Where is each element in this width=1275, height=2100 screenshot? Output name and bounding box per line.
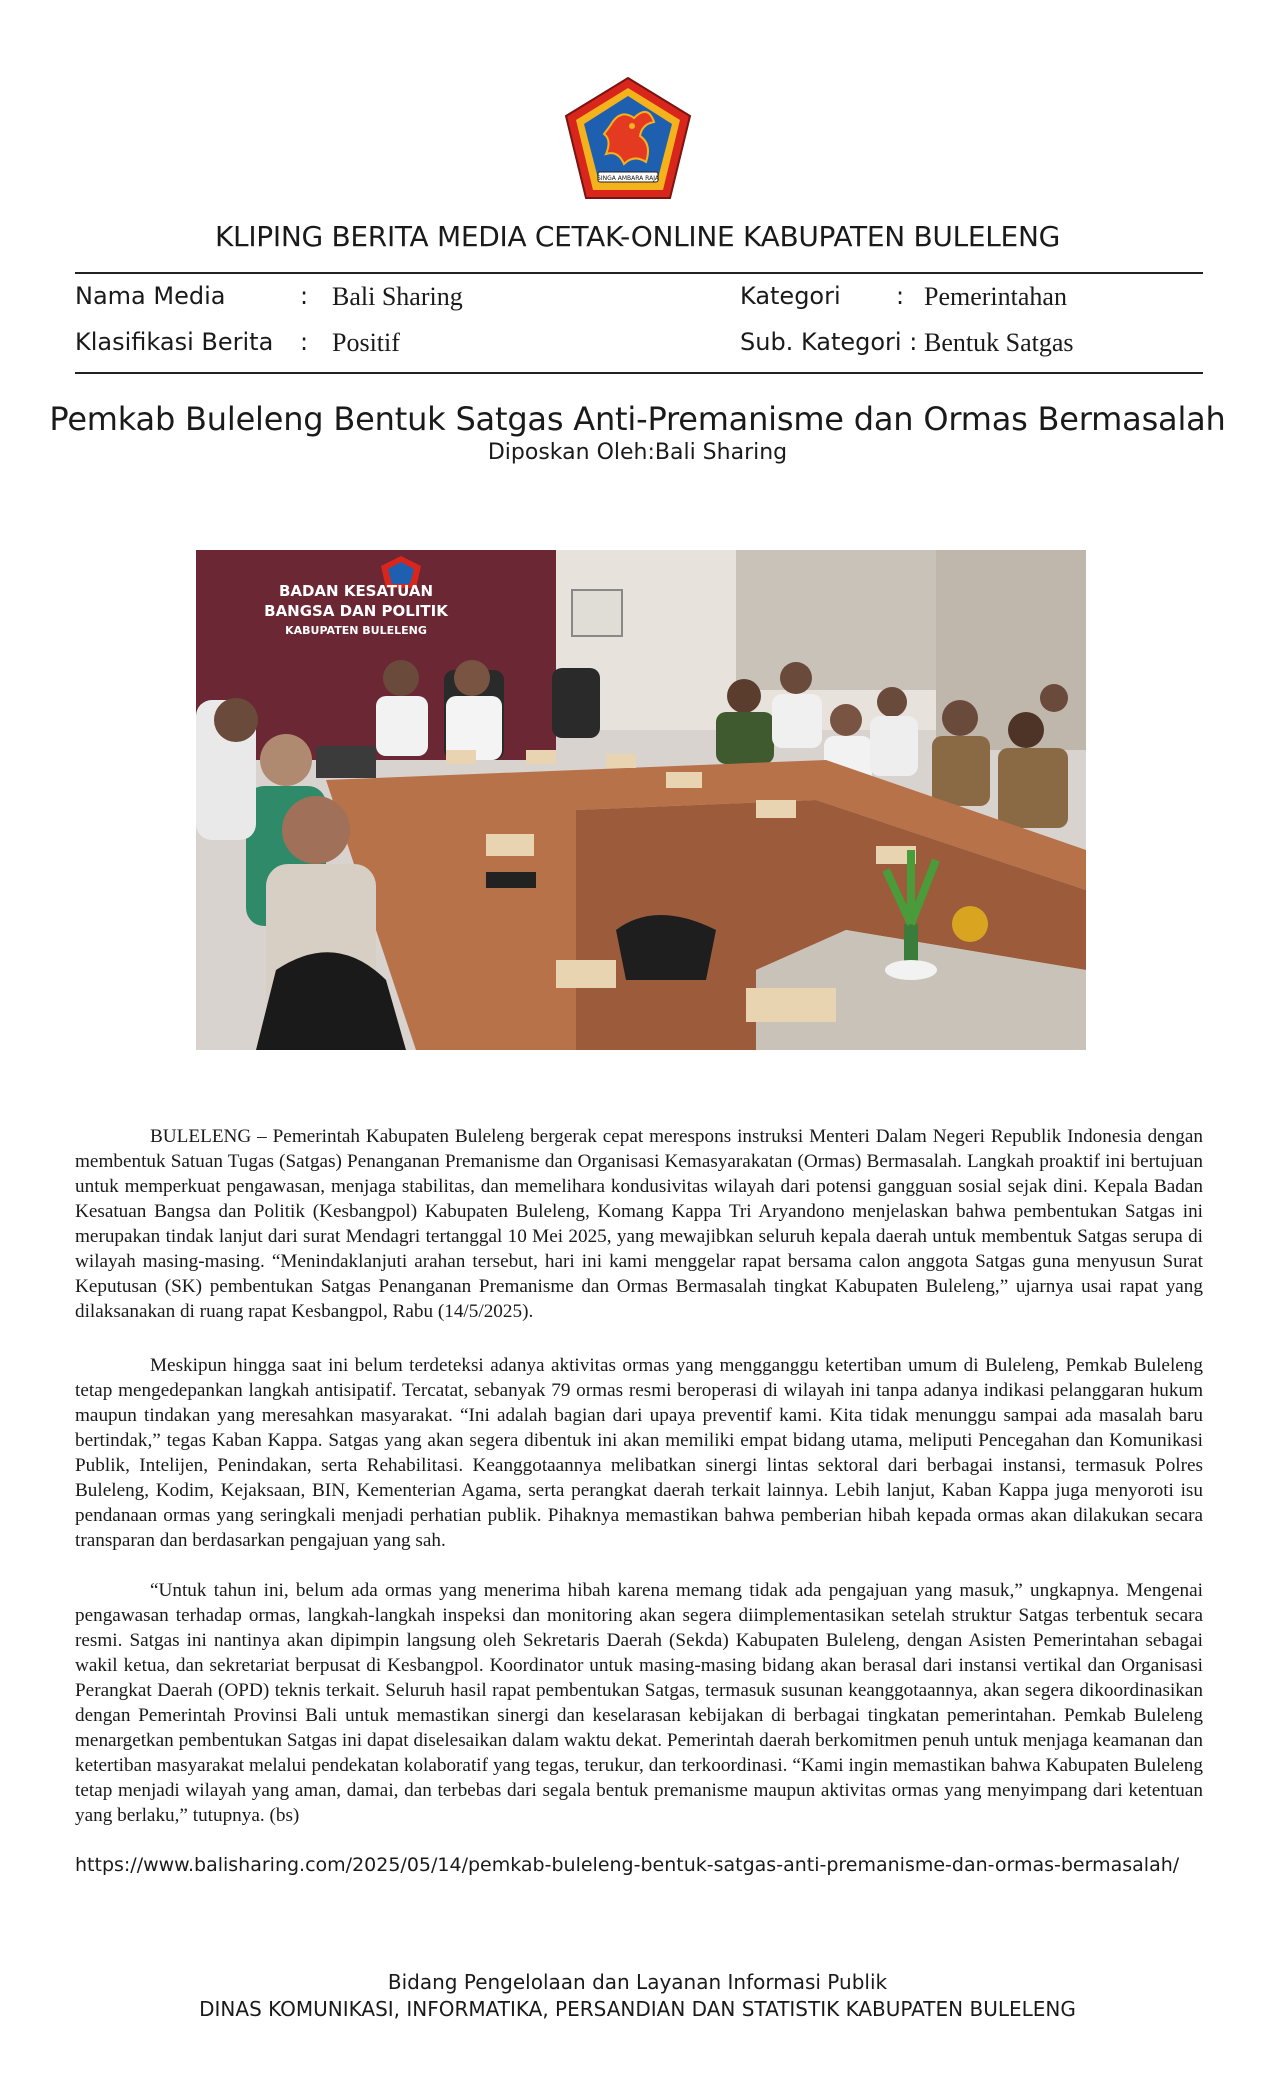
logo-kabupaten-buleleng bbox=[562, 74, 694, 202]
nama-media-colon: : bbox=[300, 282, 309, 310]
article-byline: Diposkan Oleh:Bali Sharing bbox=[487, 440, 788, 465]
article-paragraph: “Untuk tahun ini, belum ada ormas yang menerima hibah karena memang tidak ada pengajuan yang masuk,” ungkapnya. Mengenai pengawasan terhadap ormas, langkah-langkah inspeksi dan monitoring akan segera diimplementasikan setelah struktur Satgas terbentuk secara resmi. Satgas ini nantinya akan dipimpin langsung oleh Sekretaris Daerah (Sekda) Kabupaten Buleleng, dengan Asisten Pemerintahan sebagai wakil ketua, dan sekretariat berpusat di Kesbangpol. Koordinator untuk masing-masing bidang akan berasal dari instansi vertikal dan Organisasi Perangkat Daerah (OPD) teknis terkait. Seluruh hasil rapat pembentukan Satgas, termasuk susunan keanggotaannya, akan segera dikoordinasikan dengan Pemerintah Provinsi Bali untuk memastikan sinergi dan keselarasan kebijakan di berbagai tingkatan pemerintahan. Pemkab Buleleng menargetkan pembentukan Satgas ini dapat diselesaikan dalam waktu dekat. Pemerintah daerah berkomitmen penuh untuk menjaga keamanan dan ketertiban masyarakat melalui pendekatan kolaboratif yang tegas, terukur, dan terkoordinasi. “Kami ingin memastikan bahwa Kabupaten Buleleng tetap menjadi wilayah yang aman, damai, dan terbebas dari segala bentuk premanisme maupun aktivitas ormas yang menyimpang dari ketentuan yang berlaku,” tutupnya. (bs) bbox=[75, 1580, 1203, 1826]
source-url-link[interactable]: https://www.balisharing.com/2025/05/14/pemkab-buleleng-bentuk-satgas-anti-premanisme-dan-ormas-bermasalah/ bbox=[75, 1854, 1180, 1876]
photo-sign-line-3: KABUPATEN BULELENG bbox=[285, 624, 427, 637]
logo-motto: SINGA AMBARA RAJA bbox=[597, 175, 659, 182]
klasifikasi-colon: : bbox=[300, 328, 309, 356]
nama-media-label: Nama Media bbox=[75, 282, 226, 310]
article-photo bbox=[196, 550, 1086, 1050]
article-headline: Pemkab Buleleng Bentuk Satgas Anti-Premanisme dan Ormas Bermasalah bbox=[49, 400, 1226, 438]
footer-division: Bidang Pengelolaan dan Layanan Informasi Publik bbox=[387, 1970, 888, 1994]
klasifikasi-value: Positif bbox=[332, 328, 400, 357]
klasifikasi-label: Klasifikasi Berita bbox=[75, 328, 274, 356]
kategori-colon: : bbox=[896, 282, 905, 310]
sub-kategori-value: Bentuk Satgas bbox=[924, 328, 1074, 357]
sub-kategori-label: Sub. Kategori : bbox=[740, 328, 918, 356]
article-paragraph: Meskipun hingga saat ini belum terdeteksi adanya aktivitas ormas yang mengganggu ketertiban umum di Buleleng, Pemkab Buleleng tetap mengedepankan langkah antisipatif. Tercatat, sebanyak 79 ormas resmi beroperasi di wilayah ini tanpa adanya indikasi pelanggaran hukum maupun tindakan yang meresahkan masyarakat. “Ini adalah bagian dari upaya preventif kami. Kita tidak menunggu sampai ada masalah baru bertindak,” tegas Kaban Kappa. Satgas yang akan segera dibentuk ini akan memiliki empat bidang utama, meliputi Pencegahan dan Komunikasi Publik, Intelijen, Penindakan, serta Rehabilitasi. Keanggotaannya melibatkan sinergi lintas sektoral dari berbagai instansi, termasuk Polres Buleleng, Kodim, Kejaksaan, BIN, Kementerian Agama, serta perangkat daerah terkait lainnya. Lebih lanjut, Kaban Kappa juga menyoroti isu pendanaan ormas yang seringkali menjadi perhatian publik. Pihaknya memastikan bahwa pemberian hibah kepada ormas akan dilakukan secara transparan dan berdasarkan pengajuan yang sah. bbox=[75, 1355, 1203, 1551]
kategori-value: Pemerintahan bbox=[924, 282, 1067, 311]
photo-sign-line-1: BADAN KESATUAN bbox=[278, 582, 434, 600]
article-paragraph: BULELENG – Pemerintah Kabupaten Buleleng bergerak cepat merespons instruksi Menteri Dalam Negeri Republik Indonesia dengan membentuk Satuan Tugas (Satgas) Penanganan Premanisme dan Organisasi Kemasyarakatan (Ormas) Bermasalah. Langkah proaktif ini bertujuan untuk memperkuat pengawasan, menjaga stabilitas, dan memelihara kondusivitas wilayah dari potensi gangguan sosial sejak dini. Kepala Badan Kesatuan Bangsa dan Politik (Kesbangpol) Kabupaten Buleleng, Komang Kappa Tri Aryandono menjelaskan bahwa pembentukan Satgas ini merupakan tindak lanjut dari surat Mendagri tertanggal 10 Mei 2025, yang mewajibkan seluruh kepala daerah untuk membentuk Satgas serupa di wilayah masing-masing. “Menindaklanjuti arahan tersebut, hari ini kami menggelar rapat bersama calon anggota Satgas guna menyusun Surat Keputusan (SK) pembentukan Satgas Penanganan Premanisme dan Ormas Bermasalah tingkat Kabupaten Buleleng,” ujarnya usai rapat yang dilaksanakan di ruang rapat Kesbangpol, Rabu (14/5/2025). bbox=[75, 1126, 1203, 1322]
document-title: KLIPING BERITA MEDIA CETAK-ONLINE KABUPATEN BULELENG bbox=[214, 220, 1060, 253]
bottom-divider bbox=[75, 372, 1203, 374]
photo-sign-line-2: BANGSA DAN POLITIK bbox=[264, 602, 448, 620]
footer-agency: DINAS KOMUNIKASI, INFORMATIKA, PERSANDIAN DAN STATISTIK KABUPATEN BULELENG bbox=[199, 1997, 1076, 2021]
nama-media-value: Bali Sharing bbox=[332, 282, 463, 311]
top-divider bbox=[75, 272, 1203, 274]
kategori-label: Kategori bbox=[740, 282, 841, 310]
